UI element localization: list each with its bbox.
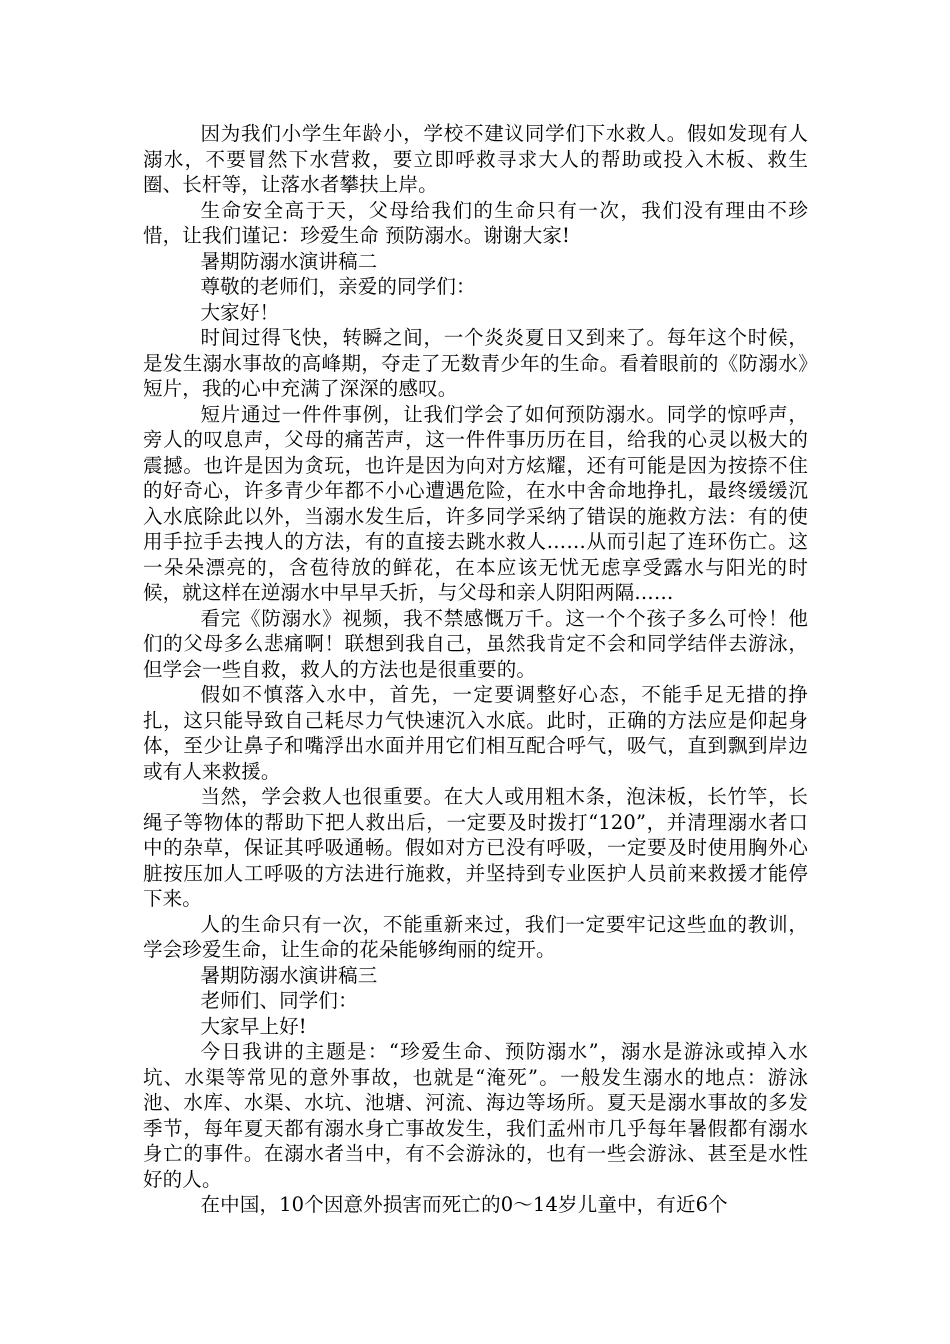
paragraph-statistics: 在中国，10个因意外损害而死亡的0～14岁儿童中，有近6个	[200, 1193, 728, 1216]
heading-speech-two: 暑期防溺水演讲稿二	[200, 249, 378, 273]
paragraph-rescue-others: 当然，学会救人也很重要。在大人或用粗木条，泡沫板，长竹竿，长绳子等物体的帮助下把人救出后，一定要及时拨打“120”，并清理溺水者口中的杂草，保证其呼吸通畅。假如对方已没有呼吸，一定要及时使用胸外心脏按压加人工呼吸的方法进行施救，并坚持到专业医护人员前来救援才能停下来。	[143, 785, 808, 910]
paragraph-rescue-advice: 因为我们小学生年龄小，学校不建议同学们下水救人。假如发现有人溺水，不要冒然下水营救，要立即呼救寻求大人的帮助或投入木板、救生圈、长杆等，让落水者攀扶上岸。	[143, 122, 808, 196]
salutation-speech-three: 老师们、同学们：	[200, 989, 358, 1012]
paragraph-self-rescue: 假如不慎落入水中，首先，一定要调整好心态，不能手足无措的挣扎，这只能导致自己耗尽力气快速沉入水底。此时，正确的方法应是仰起身体，至少让鼻子和嘴浮出水面并用它们相互配合呼气，吸气，直到飘到岸边或有人来救援。	[143, 683, 808, 783]
heading-speech-three: 暑期防溺水演讲稿三	[200, 963, 378, 987]
paragraph-theme: 今日我讲的主题是：“珍爱生命、预防溺水”，溺水是游泳或掉入水坑、水渠等常见的意外事故，也就是“淹死”。一般发生溺水的地点：游泳池、水库、水渠、水坑、池塘、河流、海边等场所。夏天是溺水事故的多发季节，每年夏天都有溺水身亡事故发生，我们孟州市几乎每年暑假都有溺水身亡的事件。在溺水者当中，有不会游泳的，也有一些会游泳、甚至是水性好的人。	[143, 1040, 808, 1191]
paragraph-closing-1: 生命安全高于天，父母给我们的生命只有一次，我们没有理由不珍惜，让我们谨记：珍爱生命 预防溺水。谢谢大家!	[143, 198, 808, 247]
greeting-speech-three: 大家早上好!	[200, 1014, 307, 1038]
paragraph-video-reflection: 看完《防溺水》视频，我不禁感慨万千。这一个个孩子多么可怜！他们的父母多么悲痛啊！联想到我自己，虽然我肯定不会和同学结伴去游泳，但学会一些自救，救人的方法也是很重要的。	[143, 606, 808, 681]
greeting-speech-two: 大家好！	[200, 300, 280, 324]
paragraph-short-film: 短片通过一件件事例，让我们学会了如何预防溺水。同学的惊呼声，旁人的叹息声，父母的痛苦声，这一件件事历历在目，给我的心灵以极大的震撼。也许是因为贪玩，也许是因为向对方炫耀，还有可能是因为按捺不住的好奇心，许多青少年都不小心遭遇危险，在水中舍命地挣扎，最终缓缓沉入水底除此以外，当溺水发生后，许多同学采纳了错误的施救方法：有的使用手拉手去拽人的方法，有的直接去跳水救人……从而引起了连环伤亡。这一朵朵漂亮的，含苞待放的鲜花，在本应该无忧无虑享受露水与阳光的时候，就这样在逆溺水中早早夭折，与父母和亲人阴阳两隔……	[143, 402, 808, 604]
document-body	[143, 121, 808, 1218]
salutation-speech-two: 尊敬的老师们，亲爱的同学们：	[200, 275, 476, 298]
paragraph-closing-2: 人的生命只有一次，不能重新来过，我们一定要牢记这些血的教训，学会珍爱生命，让生命的花朵能够绚丽的绽开。	[143, 912, 808, 961]
paragraph-summer-intro: 时间过得飞快，转瞬之间，一个炎炎夏日又到来了。每年这个时候，是发生溺水事故的高峰期，夺走了无数青少年的生命。看着眼前的《防溺水》短片，我的心中充满了深深的感叹。	[143, 326, 808, 400]
